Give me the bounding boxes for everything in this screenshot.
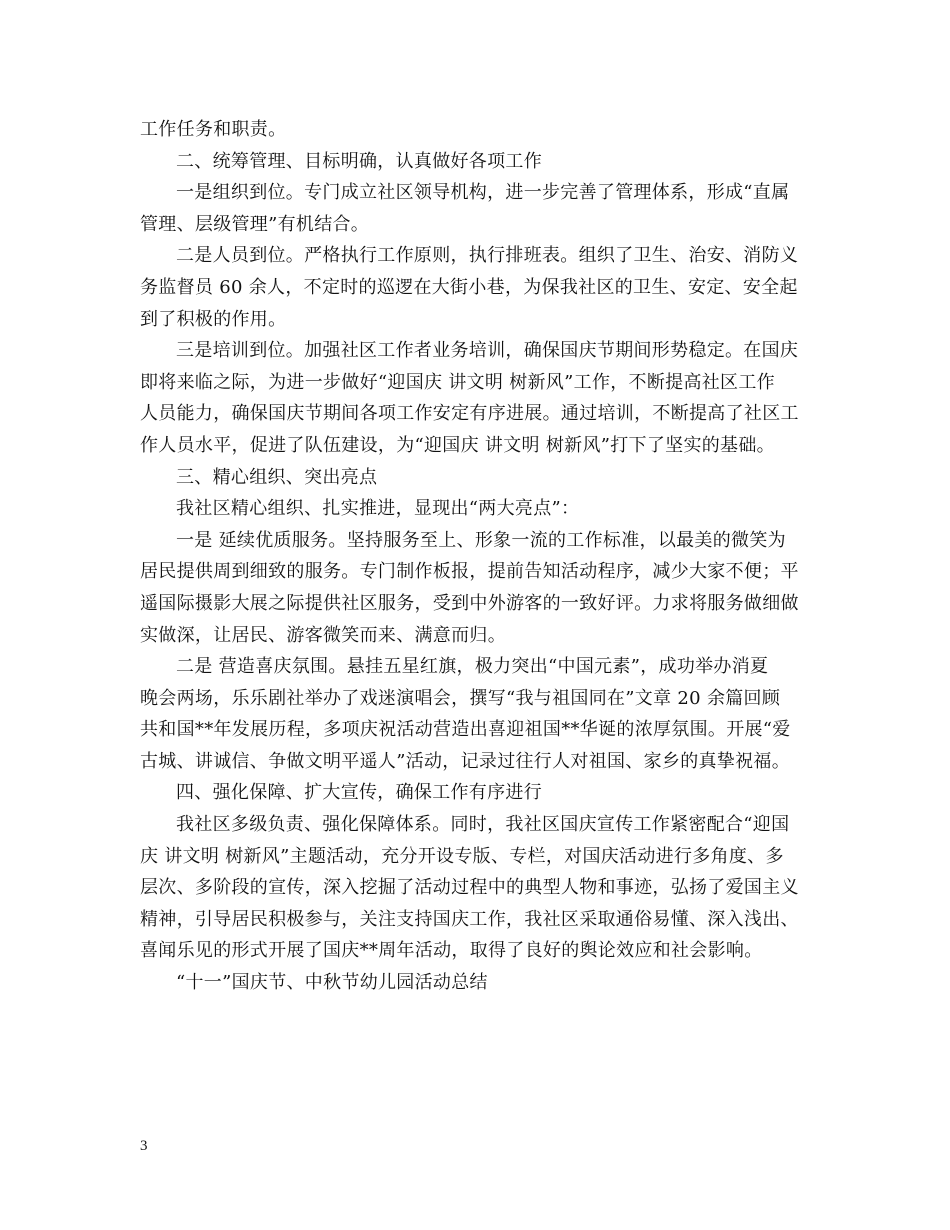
text-line: 我社区多级负责、强化保障体系。同时，我社区国庆宣传工作紧密配合“迎国 bbox=[176, 814, 790, 836]
text-line: 居民提供周到细致的服务。专门制作板报，提前告知活动程序，减少大家不便；平 bbox=[140, 561, 799, 583]
text-line: 到了积极的作用。 bbox=[140, 308, 287, 330]
text-line: 我社区精心组织、扎实推进，显现出“两大亮点”： bbox=[176, 498, 580, 520]
section-heading-4: 四、强化保障、扩大宣传，确保工作有序进行 bbox=[176, 782, 542, 804]
text-line: 喜闻乐见的形式开展了国庆**周年活动，取得了良好的舆论效应和社会影响。 bbox=[140, 940, 763, 962]
text-line: 一是组织到位。专门成立社区领导机构，进一步完善了管理体系，形成“直属 bbox=[176, 182, 790, 204]
section-heading-3: 三、精心组织、突出亮点 bbox=[176, 466, 378, 488]
text-line: 实做深，让居民、游客微笑而来、满意而归。 bbox=[140, 624, 506, 646]
text-line: 共和国**年发展历程，多项庆祝活动营造出喜迎祖国**华诞的浓厚氛围。开展“爱 bbox=[140, 719, 791, 741]
text-line: 古城、讲诚信、争做文明平遥人”活动，记录过往行人对祖国、家乡的真挚祝福。 bbox=[140, 750, 790, 772]
text-line: 层次、多阶段的宣传，深入挖掘了活动过程中的典型人物和事迹，弘扬了爱国主义 bbox=[140, 877, 799, 899]
text-line: 工作任务和职责。 bbox=[140, 119, 287, 140]
text-line: 三是培训到位。加强社区工作者业务培训，确保国庆节期间形势稳定。在国庆 bbox=[176, 340, 799, 362]
page-number: 3 bbox=[140, 1138, 148, 1154]
section-heading-2: 二、统筹管理、目标明确，认真做好各项工作 bbox=[176, 150, 542, 172]
text-line: 人员能力，确保国庆节期间各项工作安定有序进展。通过培训，不断提高了社区工 bbox=[140, 403, 799, 425]
text-line: 精神，引导居民积极参与，关注支持国庆工作，我社区采取通俗易懂、深入浅出、 bbox=[140, 908, 799, 930]
document-body bbox=[140, 114, 812, 999]
text-line: 庆 讲文明 树新风”主题活动，充分开设专版、专栏，对国庆活动进行多角度、多 bbox=[140, 845, 784, 867]
text-line: 管理、层级管理”有机结合。 bbox=[140, 213, 370, 235]
text-line: 务监督员 60 余人，不定时的巡逻在大街小巷，为保我社区的卫生、安定、安全起 bbox=[140, 276, 798, 298]
text-line: 作人员水平，促进了队伍建设，为“迎国庆 讲文明 树新风”打下了坚实的基础。 bbox=[140, 434, 775, 456]
text-line: 二是人员到位。严格执行工作原则，执行排班表。组织了卫生、治安、消防义 bbox=[176, 245, 799, 267]
text-line: 遥国际摄影大展之际提供社区服务，受到中外游客的一致好评。力求将服务做细做 bbox=[140, 592, 799, 614]
next-article-title: “十一”国庆节、中秋节幼儿园活动总结 bbox=[176, 972, 488, 994]
text-line: 一是 延续优质服务。坚持服务至上、形象一流的工作标准，以最美的微笑为 bbox=[176, 529, 786, 551]
text-line: 晚会两场，乐乐剧社举办了戏迷演唱会，撰写“我与祖国同在”文章 20 余篇回顾 bbox=[140, 687, 781, 709]
text-line: 即将来临之际，为进一步做好“迎国庆 讲文明 树新风”工作，不断提高社区工作 bbox=[140, 371, 775, 393]
text-line: 二是 营造喜庆氛围。悬挂五星红旗，极力突出“中国元素”，成功举办消夏 bbox=[176, 656, 769, 678]
